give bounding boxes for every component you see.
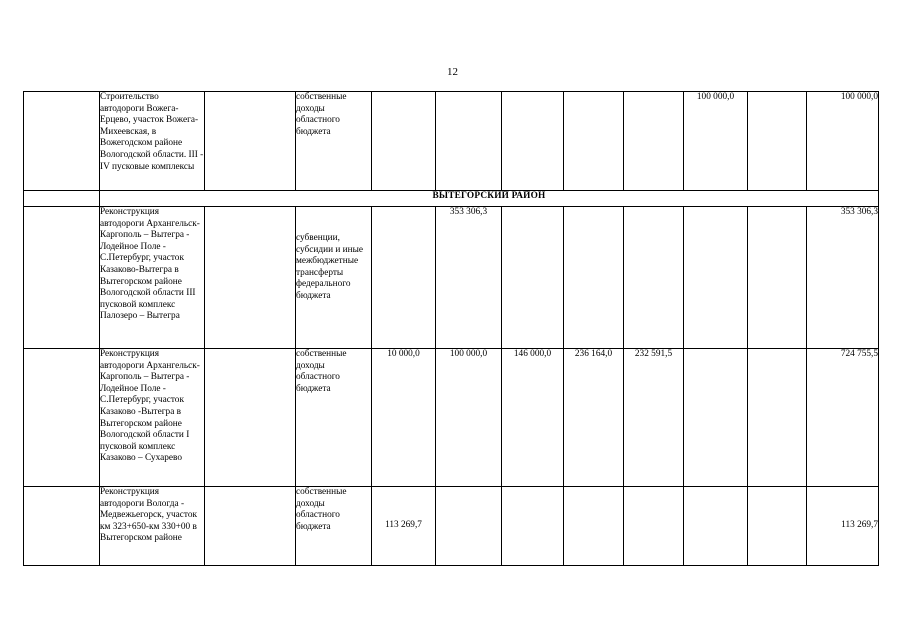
- funding-source: собственные доходы областного бюджета: [296, 487, 372, 566]
- value-cell: 113 269,7: [372, 487, 436, 566]
- funding-source: собственные доходы областного бюджета: [296, 349, 372, 487]
- value-cell: [748, 487, 807, 566]
- value-cell: [748, 349, 807, 487]
- project-name: Реконструкция автодороги Вологда - Медвежьегорск, участок км 323+650-км 330+00 в Вытегорском районе: [100, 487, 205, 566]
- value-cell: [624, 207, 684, 349]
- empty-cell: [205, 207, 296, 349]
- empty-cell: [205, 349, 296, 487]
- empty-cell: [24, 207, 100, 349]
- table-row: [24, 92, 879, 191]
- value-cell: [436, 487, 502, 566]
- value-cell: [748, 92, 807, 191]
- funding-source: собственные доходы областного бюджета: [296, 92, 372, 191]
- value-cell: [436, 92, 502, 191]
- value-cell: 146 000,0: [502, 349, 564, 487]
- value-cell: 100 000,0: [436, 349, 502, 487]
- empty-cell: [24, 92, 100, 191]
- value-cell: [624, 92, 684, 191]
- empty-cell: [24, 191, 100, 207]
- value-cell: [564, 207, 624, 349]
- project-name: Строительство автодороги Вожега-Ерцево, участок Вожега-Михеевская, в Вожегодском районе Вологодской области. III - IV пусковые комплексы: [100, 92, 205, 191]
- budget-table: [23, 91, 879, 566]
- table-row: [24, 349, 879, 487]
- value-cell: [684, 207, 748, 349]
- value-cell: [684, 487, 748, 566]
- district-title: ВЫТЕГОРСКИЙ РАЙОН: [100, 191, 879, 207]
- value-cell: [502, 207, 564, 349]
- value-cell: 236 164,0: [564, 349, 624, 487]
- page-number: 12: [447, 66, 458, 78]
- table-row: [24, 207, 879, 349]
- project-name: Реконструкция автодороги Архангельск-Каргополь – Вытегра - Лодейное Поле - С.Петербург, участок Казаково -Вытегра в Вытегорском районе Вологодской области I пусковой комплекс Казаково – Сухарево: [100, 349, 205, 487]
- empty-cell: [205, 92, 296, 191]
- value-cell: [684, 349, 748, 487]
- empty-cell: [205, 487, 296, 566]
- empty-cell: [24, 487, 100, 566]
- value-cell: [372, 92, 436, 191]
- value-cell: 10 000,0: [372, 349, 436, 487]
- value-cell: [564, 487, 624, 566]
- total-cell: 100 000,0: [807, 92, 879, 191]
- value-cell: 353 306,3: [436, 207, 502, 349]
- total-cell: 724 755,5: [807, 349, 879, 487]
- value-cell: [502, 487, 564, 566]
- project-name: Реконструкция автодороги Архангельск-Каргополь – Вытегра - Лодейное Поле - С.Петербург, участок Казаково-Вытегра в Вытегорском районе Вологодской области III пусковой комплекс Палозеро – Вытегра: [100, 207, 205, 349]
- total-cell: 353 306,3: [807, 207, 879, 349]
- value-cell: [372, 207, 436, 349]
- empty-cell: [24, 349, 100, 487]
- total-cell: 113 269,7: [807, 487, 879, 566]
- table-row: [24, 487, 879, 566]
- value-cell: [624, 487, 684, 566]
- value-cell: [502, 92, 564, 191]
- value-cell: 232 591,5: [624, 349, 684, 487]
- funding-source: субвенции, субсидии и иные межбюджетные трансферты федерального бюджета: [296, 207, 372, 349]
- value-cell: [564, 92, 624, 191]
- district-header-row: [24, 191, 879, 207]
- value-cell: [748, 207, 807, 349]
- value-cell: 100 000,0: [684, 92, 748, 191]
